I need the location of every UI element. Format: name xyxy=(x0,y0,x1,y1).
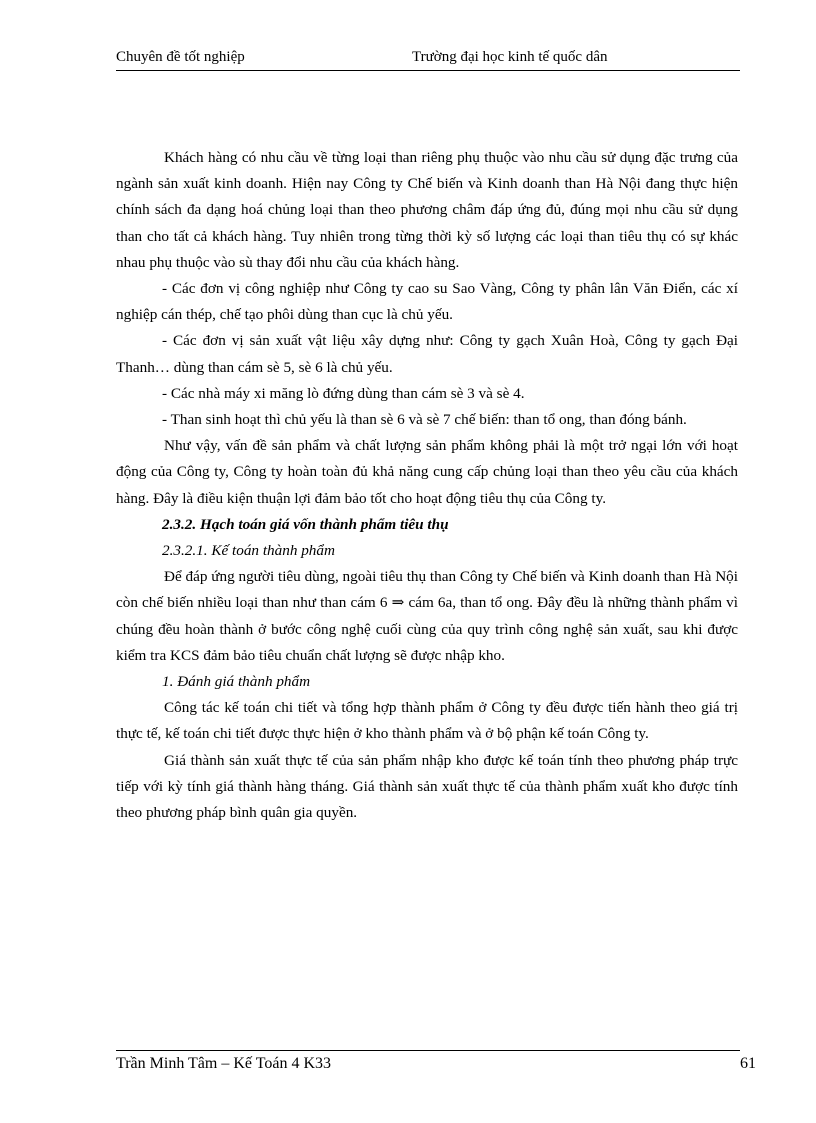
header-left-title: Chuyên đề tốt nghiệp xyxy=(116,49,245,65)
page-number: 61 xyxy=(740,1055,756,1072)
paragraph-production-cost: Giá thành sản xuất thực tế của sản phẩm nhập kho được kế toán tính theo phương pháp trực tiếp với kỳ tính giá thành hàng tháng. Giá thành sản xuất thực tế của thành phẩm xuất kho được tính theo phương pháp bình quân gia quyền. xyxy=(116,751,738,822)
list-item-industrial-units: - Các đơn vị công nghiệp như Công ty cao su Sao Vàng, Công ty phân lân Văn Điển, các xí nghiệp cán thép, chế tạo phôi dùng than cục là chủ yếu. xyxy=(116,280,738,324)
page-header xyxy=(116,48,740,71)
page-footer xyxy=(116,1050,756,1081)
list-item-construction-units: - Các đơn vị sản xuất vật liệu xây dựng như: Công ty gạch Xuân Hoà, Công ty gạch Đại Thanh… dùng than cám sè 5, sè 6 là chủ yếu. xyxy=(116,332,738,376)
paragraph-finished-products: Để đáp ứng người tiêu dùng, ngoài tiêu thụ than Công ty Chế biến và Kinh doanh than Hà Nội còn chế biến nhiều loại than như than cám 6 ⇒ cám 6a, than tổ ong. Đây đều là những thành phẩm vì chúng đều hoàn thành ở bước công nghệ cuối cùng của quy trình công nghệ sản xuất, sau khi được kiểm tra KCS đảm bảo tiêu chuẩn chất lượng sẽ được nhập kho. xyxy=(116,568,738,664)
list-item-household-coal: - Than sinh hoạt thì chủ yếu là than sè 6 và sè 7 chế biến: than tổ ong, than đóng bánh. xyxy=(162,411,687,429)
paragraph-conclusion: Như vậy, vấn đề sản phẩm và chất lượng sản phẩm không phải là một trở ngại lớn với hoạt động của Công ty, Công ty hoàn toàn đủ khả năng cung cấp chủng loại than theo yêu cầu của khách hàng. Đây là điều kiện thuận lợi đảm bảo tốt cho hoạt động tiêu thụ của Công ty. xyxy=(116,437,738,507)
document-body xyxy=(116,145,738,826)
footer-author: Trần Minh Tâm – Kế Toán 4 K33 xyxy=(116,1055,332,1072)
section-heading-2-3-2: 2.3.2. Hạch toán giá vốn thành phẩm tiêu thụ xyxy=(162,515,449,533)
paragraph-accounting-work: Công tác kế toán chi tiết và tổng hợp thành phẩm ở Công ty đều được tiến hành theo giá trị thực tế, kế toán chi tiết được thực hiện ở kho thành phẩm và ở bộ phận kế toán Công ty. xyxy=(116,699,738,743)
paragraph-customer-needs: Khách hàng có nhu cầu về từng loại than riêng phụ thuộc vào nhu cầu sử dụng đặc trưng của ngành sản xuất kinh doanh. Hiện nay Công ty Chế biến và Kinh doanh than Hà Nội đang thực hiện chính sách đa dạng hoá chủng loại than theo phương châm đáp ứng đủ, đúng mọi nhu cầu sử dụng than cho tất cả khách hàng. Tuy nhiên trong từng thời kỳ số lượng các loại than tiêu thụ có sự khác nhau phụ thuộc vào sù thay đổi nhu cầu của khách hàng. xyxy=(116,149,738,271)
header-right-title: Trường đại học kinh tế quốc dân xyxy=(412,49,608,65)
section-heading-2-3-2-1: 2.3.2.1. Kế toán thành phẩm xyxy=(162,542,335,560)
subsection-heading-valuation: 1. Đánh giá thành phẩm xyxy=(162,673,311,691)
list-item-cement-plants: - Các nhà máy xi măng lò đứng dùng than cám sè 3 và sè 4. xyxy=(162,384,525,402)
